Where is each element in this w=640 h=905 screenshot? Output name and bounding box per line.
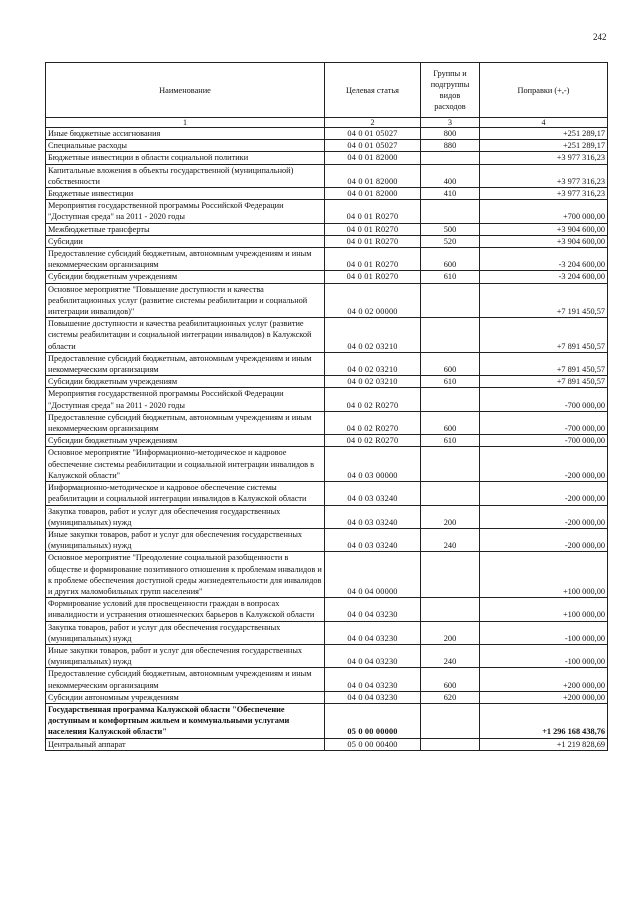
row-amendment-amount: +3 904 600,00 [480,223,608,235]
table-row [46,235,608,247]
row-name: Основное мероприятие "Преодоление социальной разобщенности в обществе и формирование позитивного отношения к проблемам инвалидов и к проблеме обеспечения доступной среды жизнедеятельности для инвалидов и других маломобильных групп населения" [46,552,325,598]
table-row [46,644,608,667]
row-amendment-amount: +200 000,00 [480,691,608,703]
table-row [46,598,608,621]
row-amendment-amount: +100 000,00 [480,552,608,598]
row-expense-group: 800 [421,128,480,140]
row-expense-group: 520 [421,235,480,247]
row-amendment-amount: +7 891 450,57 [480,376,608,388]
row-name: Субсидии бюджетным учреждениям [46,376,325,388]
table-row [46,283,608,318]
row-target-article: 04 0 03 03240 [325,505,421,528]
table-row [46,388,608,411]
row-expense-group: 600 [421,352,480,375]
table-row [46,352,608,375]
row-target-article: 04 0 01 R0270 [325,200,421,223]
table-row [46,188,608,200]
table-row [46,482,608,505]
row-expense-group: 610 [421,376,480,388]
table-row [46,152,608,164]
row-amendment-amount: +3 977 316,23 [480,164,608,187]
row-target-article: 04 0 01 R0270 [325,223,421,235]
row-name: Межбюджетные трансферты [46,223,325,235]
row-name: Иные закупки товаров, работ и услуг для обеспечения государственных (муниципальных) нужд [46,644,325,667]
table-row [46,376,608,388]
header-expense-groups: Группы и подгруппы видов расходов [421,63,480,118]
row-amendment-amount: +700 000,00 [480,200,608,223]
row-target-article: 04 0 03 00000 [325,447,421,482]
row-expense-group: 610 [421,271,480,283]
row-amendment-amount: -200 000,00 [480,528,608,551]
row-target-article: 04 0 01 05027 [325,140,421,152]
row-target-article: 04 0 03 03240 [325,482,421,505]
row-target-article: 04 0 04 03230 [325,621,421,644]
row-amendment-amount: -200 000,00 [480,482,608,505]
row-name: Субсидии бюджетным учреждениям [46,435,325,447]
row-name: Бюджетные инвестиции [46,188,325,200]
table-row [46,703,608,738]
row-name: Капитальные вложения в объекты государственной (муниципальной) собственности [46,164,325,187]
row-expense-group: 600 [421,411,480,434]
row-name: Предоставление субсидий бюджетным, автономным учреждениям и иным некоммерческим организациям [46,352,325,375]
row-expense-group [421,598,480,621]
row-amendment-amount: +251 289,17 [480,128,608,140]
row-expense-group [421,738,480,750]
row-expense-group: 880 [421,140,480,152]
row-name: Бюджетные инвестиции в области социальной политики [46,152,325,164]
row-target-article: 04 0 01 82000 [325,164,421,187]
row-amendment-amount: -200 000,00 [480,447,608,482]
row-target-article: 04 0 02 00000 [325,283,421,318]
table-row [46,691,608,703]
row-expense-group [421,703,480,738]
row-amendment-amount: +1 296 168 438,76 [480,703,608,738]
row-amendment-amount: -700 000,00 [480,435,608,447]
column-number-row [46,118,608,128]
table-body [46,128,608,751]
row-amendment-amount: +7 891 450,57 [480,352,608,375]
row-expense-group [421,388,480,411]
column-number: 4 [480,118,608,128]
row-expense-group: 620 [421,691,480,703]
table-row [46,271,608,283]
row-amendment-amount: +3 977 316,23 [480,188,608,200]
row-expense-group: 600 [421,668,480,691]
table-row [46,668,608,691]
row-expense-group [421,482,480,505]
row-name: Мероприятия государственной программы Российской Федерации "Доступная среда" на 2011 - 2020 годы [46,200,325,223]
row-expense-group [421,283,480,318]
row-name: Иные бюджетные ассигнования [46,128,325,140]
row-target-article: 04 0 01 R0270 [325,248,421,271]
row-name: Предоставление субсидий бюджетным, автономным учреждениям и иным некоммерческим организациям [46,248,325,271]
table-row [46,200,608,223]
row-name: Предоставление субсидий бюджетным, автономным учреждениям и иным некоммерческим организациям [46,668,325,691]
row-amendment-amount: +7 891 450,57 [480,318,608,353]
row-amendment-amount: -200 000,00 [480,505,608,528]
column-number: 3 [421,118,480,128]
column-number: 2 [325,118,421,128]
row-expense-group: 410 [421,188,480,200]
row-amendment-amount: -3 204 600,00 [480,248,608,271]
row-target-article: 04 0 01 R0270 [325,235,421,247]
row-amendment-amount: +7 191 450,57 [480,283,608,318]
table-row [46,140,608,152]
row-expense-group [421,552,480,598]
row-amendment-amount: -700 000,00 [480,411,608,434]
row-name: Центральный аппарат [46,738,325,750]
row-target-article: 04 0 01 05027 [325,128,421,140]
table-row [46,552,608,598]
row-name: Основное мероприятие "Информационно-методическое и кадровое обеспечение системы реабилитации и социальной интеграции инвалидов в Калужской области" [46,447,325,482]
row-expense-group [421,200,480,223]
budget-amendments-table [45,62,608,751]
table-row [46,447,608,482]
table-row [46,318,608,353]
row-name: Основное мероприятие "Повышение доступности и качества реабилитационных услуг (развитие системы реабилитации и социальной интеграции инвалидов)" [46,283,325,318]
row-expense-group: 610 [421,435,480,447]
row-expense-group: 240 [421,644,480,667]
row-name: Информационно-методическое и кадровое обеспечение системы реабилитации и социальной интеграции инвалидов в Калужской области [46,482,325,505]
row-target-article: 05 0 00 00000 [325,703,421,738]
table-row [46,248,608,271]
table-row [46,738,608,750]
row-name: Закупка товаров, работ и услуг для обеспечения государственных (муниципальных) нужд [46,621,325,644]
header-target-article: Целевая статья [325,63,421,118]
row-amendment-amount: +3 977 316,23 [480,152,608,164]
table-row [46,128,608,140]
table-row [46,164,608,187]
row-target-article: 04 0 01 R0270 [325,271,421,283]
row-target-article: 04 0 04 03230 [325,598,421,621]
row-amendment-amount: +200 000,00 [480,668,608,691]
table-row [46,223,608,235]
row-target-article: 04 0 01 82000 [325,152,421,164]
table-row [46,505,608,528]
row-target-article: 04 0 04 03230 [325,668,421,691]
row-name: Иные закупки товаров, работ и услуг для обеспечения государственных (муниципальных) нужд [46,528,325,551]
row-target-article: 04 0 02 R0270 [325,411,421,434]
row-name: Субсидии автономным учреждениям [46,691,325,703]
row-expense-group: 600 [421,248,480,271]
row-name: Закупка товаров, работ и услуг для обеспечения государственных (муниципальных) нужд [46,505,325,528]
row-expense-group [421,447,480,482]
column-number: 1 [46,118,325,128]
row-name: Специальные расходы [46,140,325,152]
row-name: Субсидии бюджетным учреждениям [46,271,325,283]
row-expense-group: 240 [421,528,480,551]
row-amendment-amount: +3 904 600,00 [480,235,608,247]
row-target-article: 04 0 02 03210 [325,352,421,375]
row-amendment-amount: -100 000,00 [480,644,608,667]
row-name: Формирование условий для просвещенности граждан в вопросах инвалидности и устранения отношенческих барьеров в Калужской области [46,598,325,621]
row-expense-group: 500 [421,223,480,235]
row-target-article: 04 0 02 R0270 [325,388,421,411]
header-amendments: Поправки (+,-) [480,63,608,118]
row-target-article: 04 0 04 00000 [325,552,421,598]
row-amendment-amount: -3 204 600,00 [480,271,608,283]
row-expense-group: 200 [421,505,480,528]
row-amendment-amount: +251 289,17 [480,140,608,152]
row-amendment-amount: +100 000,00 [480,598,608,621]
page-number: 242 [593,32,607,42]
row-target-article: 04 0 02 03210 [325,318,421,353]
header-name: Наименование [46,63,325,118]
row-name: Субсидии [46,235,325,247]
table-row [46,528,608,551]
row-name: Государственная программа Калужской области "Обеспечение доступным и комфортным жильем и коммунальными услугами населения Калужской области" [46,703,325,738]
row-expense-group: 200 [421,621,480,644]
row-target-article: 05 0 00 00400 [325,738,421,750]
table-row [46,411,608,434]
row-target-article: 04 0 04 03230 [325,691,421,703]
row-name: Повышение доступности и качества реабилитационных услуг (развитие системы реабилитации и социальной интеграции инвалидов) в Калужской области [46,318,325,353]
row-amendment-amount: -700 000,00 [480,388,608,411]
row-expense-group: 400 [421,164,480,187]
row-expense-group [421,152,480,164]
row-amendment-amount: +1 219 828,69 [480,738,608,750]
row-name: Мероприятия государственной программы Российской Федерации "Доступная среда" на 2011 - 2020 годы [46,388,325,411]
row-amendment-amount: -100 000,00 [480,621,608,644]
row-target-article: 04 0 04 03230 [325,644,421,667]
table-row [46,621,608,644]
row-expense-group [421,318,480,353]
row-target-article: 04 0 03 03240 [325,528,421,551]
row-target-article: 04 0 02 03210 [325,376,421,388]
table-row [46,435,608,447]
row-target-article: 04 0 02 R0270 [325,435,421,447]
row-name: Предоставление субсидий бюджетным, автономным учреждениям и иным некоммерческим организациям [46,411,325,434]
row-target-article: 04 0 01 82000 [325,188,421,200]
